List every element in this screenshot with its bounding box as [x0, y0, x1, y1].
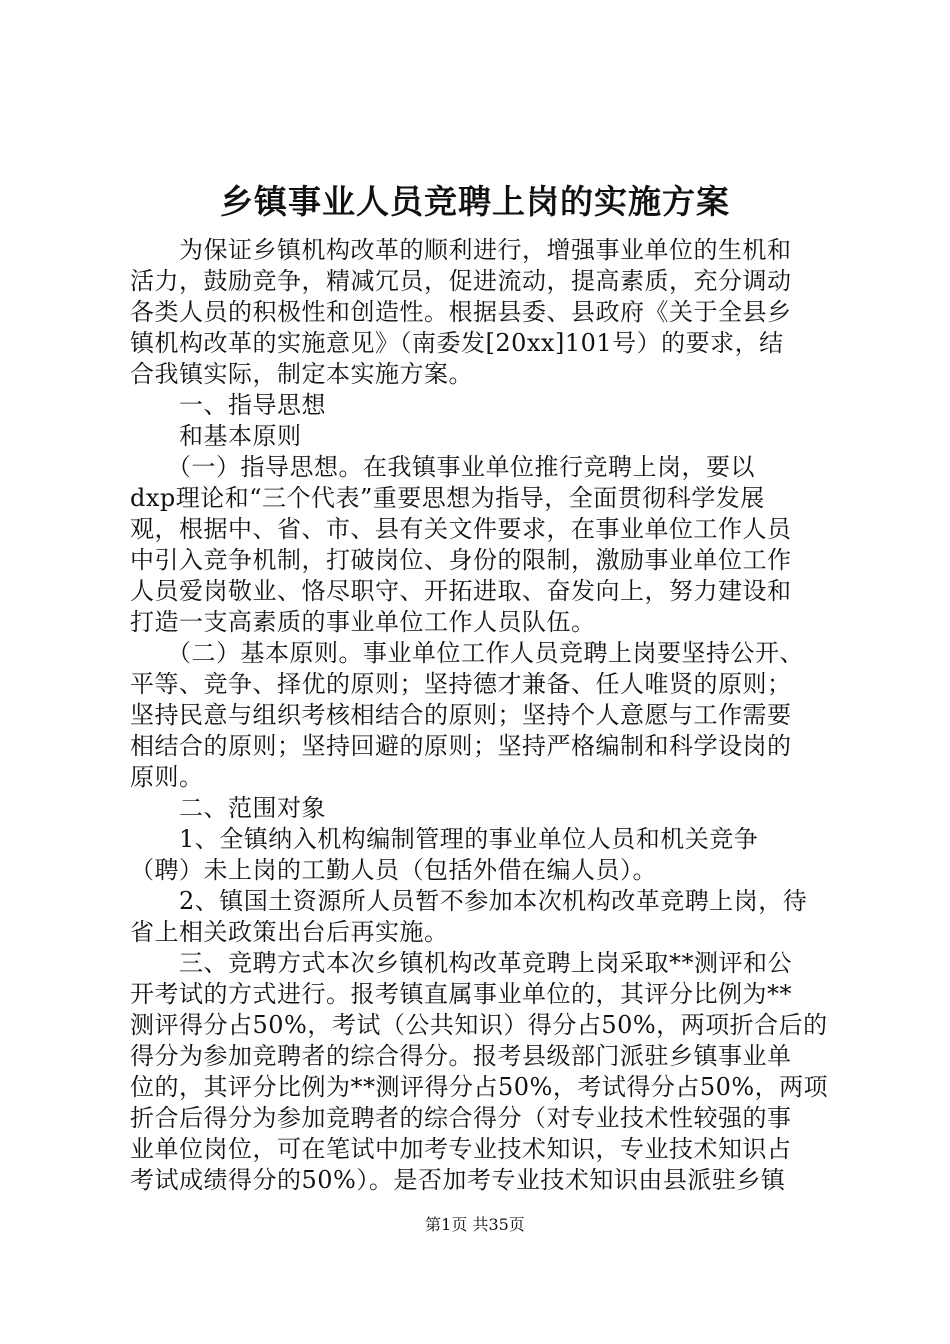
body-line: 坚持民意与组织考核相结合的原则；坚持个人意愿与工作需要 — [130, 701, 792, 729]
body-line: 合我镇实际，制定本实施方案。 — [130, 360, 473, 388]
body-line: 开考试的方式进行。报考镇直属事业单位的，其评分比例为** — [130, 980, 792, 1008]
body-line: 2、镇国土资源所人员暂不参加本次机构改革竞聘上岗，待 — [130, 887, 808, 915]
body-line: 业单位岗位，可在笔试中加考专业技术知识，专业技术知识占 — [130, 1135, 792, 1163]
body-line: 折合后得分为参加竞聘者的综合得分（对专业技术性较强的事 — [130, 1104, 792, 1132]
body-line: 中引入竞争机制，打破岗位、身份的限制，激励事业单位工作 — [130, 546, 792, 574]
section-heading: 一、指导思想 — [130, 391, 326, 419]
document-title: 乡镇事业人员竞聘上岗的实施方案 — [220, 182, 730, 221]
body-line: 得分为参加竞聘者的综合得分。报考县级部门派驻乡镇事业单 — [130, 1042, 792, 1070]
page-footer: 第1页 共35页 — [425, 1215, 525, 1234]
body-line: 人员爱岗敬业、恪尽职守、开拓进取、奋发向上，努力建设和 — [130, 577, 792, 605]
body-line: 为保证乡镇机构改革的顺利进行，增强事业单位的生机和 — [130, 236, 792, 264]
body-line: dxp理论和“三个代表”重要思想为指导，全面贯彻科学发展 — [130, 484, 765, 512]
body-line: 测评得分占50%，考试（公共知识）得分占50%，两项折合后的 — [130, 1011, 828, 1039]
body-line: 原则。 — [130, 763, 204, 791]
body-line: （二）基本原则。事业单位工作人员竞聘上岗要坚持公开、 — [130, 639, 804, 667]
body-line: （一）指导思想。在我镇事业单位推行竞聘上岗，要以 — [130, 453, 755, 481]
body-line: 省上相关政策出台后再实施。 — [130, 918, 449, 946]
body-line: 各类人员的积极性和创造性。根据县委、县政府《关于全县乡 — [130, 298, 792, 326]
body-line: 相结合的原则；坚持回避的原则；坚持严格编制和科学设岗的 — [130, 732, 792, 760]
body-line: 位的，其评分比例为**测评得分占50%，考试得分占50%，两项 — [130, 1073, 829, 1101]
body-line: （聘）未上岗的工勤人员（包括外借在编人员）。 — [130, 856, 657, 884]
body-line: 镇机构改革的实施意见》（南委发[20xx]101号）的要求，结 — [130, 329, 784, 357]
section-heading: 二、范围对象 — [130, 794, 326, 822]
body-line: 平等、竞争、择优的原则；坚持德才兼备、任人唯贤的原则； — [130, 670, 792, 698]
section-heading: 和基本原则 — [130, 422, 302, 450]
body-line: 三、竞聘方式本次乡镇机构改革竞聘上岗采取**测评和公 — [130, 949, 792, 977]
body-line: 打造一支高素质的事业单位工作人员队伍。 — [130, 608, 596, 636]
body-line: 1、全镇纳入机构编制管理的事业单位人员和机关竞争 — [130, 825, 759, 853]
body-line: 考试成绩得分的50%）。是否加考专业技术知识由县派驻乡镇 — [130, 1166, 786, 1194]
body-line: 活力，鼓励竞争，精减冗员，促进流动，提高素质，充分调动 — [130, 267, 792, 295]
body-line: 观，根据中、省、市、县有关文件要求，在事业单位工作人员 — [130, 515, 792, 543]
